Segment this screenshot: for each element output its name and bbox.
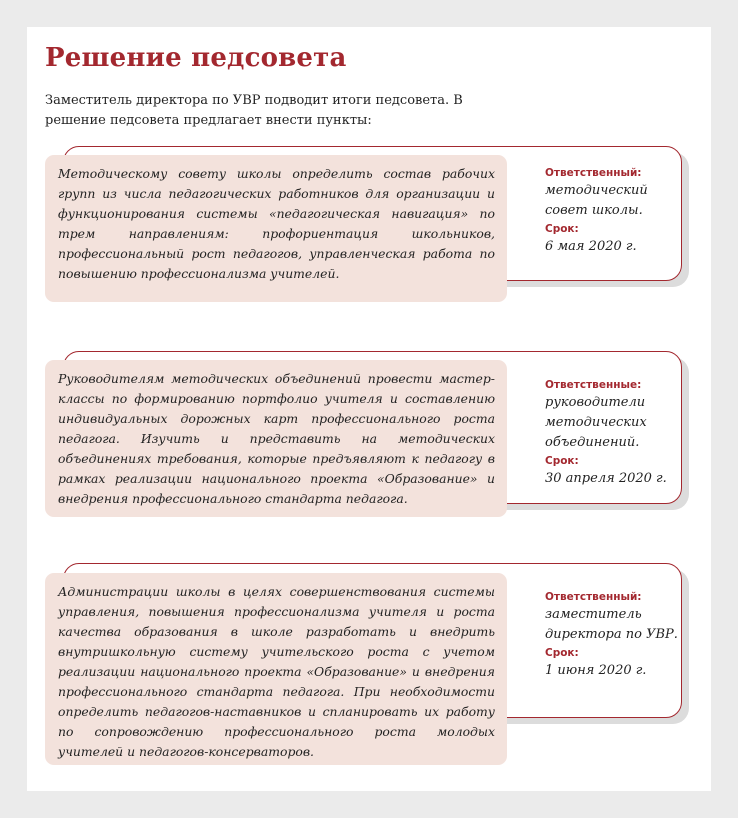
responsible-label: Ответственные: (545, 379, 642, 391)
responsible-label: Ответственный: (545, 591, 642, 603)
decision-text: Руководителям методических объединений провести мастер-классы по формированию портфолио учителя и составлению индивидуальных дорожных карт профессионального роста педагога. Изучить и представить на методических объединениях требования, которые предъявляют к педагогу в рамках реализации национального проекта «Образование» и внедрения профессионального стандарта педагога. (45, 360, 507, 517)
responsible-label: Ответственный: (545, 167, 642, 179)
decision-meta (545, 166, 685, 258)
deadline-value: 1 июня 2020 г. (545, 663, 647, 678)
decision-meta (545, 378, 685, 490)
responsible-value: методический совет школы. (545, 183, 648, 218)
responsible-value: руководители методических объединений. (545, 395, 647, 450)
deadline-label: Срок: (545, 223, 579, 235)
deadline-label: Срок: (545, 455, 579, 467)
decision-meta (545, 590, 685, 682)
responsible-value: заместитель директора по УВР. (545, 607, 678, 642)
decision-text: Администрации школы в целях совершенствования системы управления, повышения профессионализма учителя и роста качества образования в школе разработать и внедрить внутришкольную систему учительского роста с учетом реализации национального проекта «Образование» и внедрения профессионального стандарта педагога. При необходимости определить педагогов-наставников и спланировать их работу по сопровождению профессионального роста молодых учителей и педагогов-консерваторов. (45, 573, 507, 765)
deadline-value: 30 апреля 2020 г. (545, 471, 667, 486)
document-sheet (27, 27, 711, 791)
deadline-label: Срок: (545, 647, 579, 659)
intro-paragraph: Заместитель директора по УВР подводит итоги педсовета. В решение педсовета предлагает внести пункты: (45, 93, 463, 128)
deadline-value: 6 мая 2020 г. (545, 239, 637, 254)
page-title: Решение педсовета (45, 43, 347, 73)
decision-text: Методическому совету школы определить состав рабочих групп из числа педагогических работников для организации и функционирования системы «педагогическая навигация» по трем направлениям: профориентация школьников, профессиональный рост педагогов, управленческая работа по повышению профессионализма учителей. (45, 155, 507, 302)
